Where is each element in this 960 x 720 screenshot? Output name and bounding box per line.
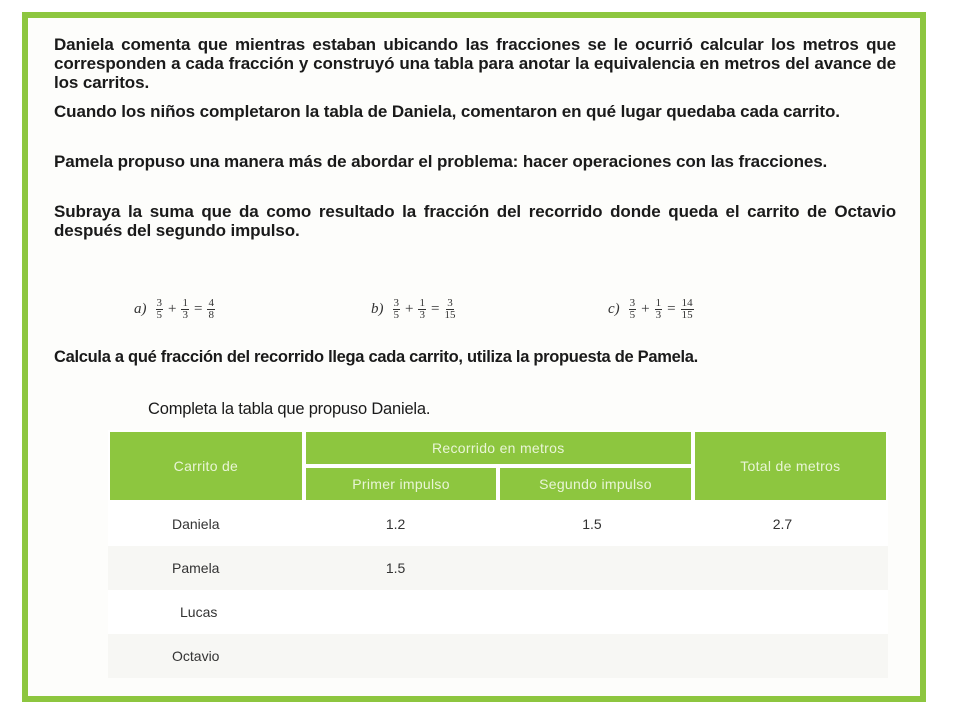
table-row [108, 634, 888, 678]
cell-first-impulse[interactable]: 1.5 [304, 546, 498, 590]
option-a[interactable] [134, 298, 215, 321]
cell-first-impulse[interactable] [304, 634, 498, 678]
distance-table [108, 430, 888, 678]
table-row [108, 546, 888, 590]
header-total: Total de metros [693, 430, 888, 502]
paragraph-ninos-tabla: Cuando los niños completaron la tabla de Daniela, comentaron en qué lugar quedaba cada carrito. [54, 102, 840, 121]
paragraph-subraya-instruccion: Subraya la suma que da como resultado la fracción del recorrido donde queda el carrito de Octavio después del segundo impulso. [54, 202, 896, 240]
fraction-result: $\frac{3}{15}$ [444, 297, 456, 321]
option-label: c) [608, 301, 620, 317]
equals-sign: = [430, 301, 440, 317]
plus-sign: + [641, 301, 650, 317]
header-carrito: Carrito de [108, 430, 304, 502]
cell-name: Octavio [108, 634, 304, 678]
paragraph-calcula-instruccion: Calcula a qué fracción del recorrido llega cada carrito, utiliza la propuesta de Pamela. [54, 348, 698, 366]
equals-sign: = [667, 301, 676, 317]
cell-second-impulse[interactable] [498, 590, 692, 634]
cell-second-impulse[interactable]: 1.5 [498, 502, 692, 546]
table-row [108, 590, 888, 634]
cell-second-impulse[interactable] [498, 546, 692, 590]
fraction: $\frac{3}{5}$ [156, 297, 162, 321]
cell-total[interactable] [693, 590, 888, 634]
fraction: $\frac{1}{3}$ [655, 297, 662, 321]
paragraph-daniela-intro: Daniela comenta que mientras estaban ubicando las fracciones se le ocurrió calcular los metros que corresponden a cada fracción y construyó una tabla para anotar la equivalencia en metros del avance de los carritos. [54, 35, 896, 92]
cell-name: Pamela [108, 546, 304, 590]
fraction: $\frac{1}{3}$ [182, 297, 188, 321]
fraction: $\frac{3}{5}$ [393, 297, 399, 321]
fraction-result: $\frac{4}{8}$ [208, 297, 214, 321]
cell-name: Lucas [108, 590, 304, 634]
paragraph-pamela-propuesta: Pamela propuso una manera más de abordar el problema: hacer operaciones con las fracciones. [54, 152, 828, 171]
table-instruction: Completa la tabla que propuso Daniela. [148, 400, 431, 418]
fraction: $\frac{1}{3}$ [419, 297, 425, 321]
cell-first-impulse[interactable]: 1.2 [304, 502, 498, 546]
cell-total[interactable] [693, 546, 888, 590]
cell-first-impulse[interactable] [304, 590, 498, 634]
option-b[interactable] [371, 298, 455, 321]
option-label: a) [134, 301, 147, 317]
table-row [108, 502, 888, 546]
fraction-result: $\frac{14}{15}$ [681, 297, 693, 321]
option-c[interactable] [608, 298, 694, 321]
header-recorrido: Recorrido en metros [304, 430, 693, 466]
plus-sign: + [168, 301, 177, 317]
cell-second-impulse[interactable] [498, 634, 692, 678]
fraction-options [0, 298, 960, 334]
cell-name: Daniela [108, 502, 304, 546]
header-segundo-impulso: Segundo impulso [498, 466, 692, 502]
header-primer-impulso: Primer impulso [304, 466, 498, 502]
equals-sign: = [193, 301, 203, 317]
cell-total[interactable]: 2.7 [693, 502, 888, 546]
option-label: b) [371, 301, 384, 317]
plus-sign: + [405, 301, 414, 317]
cell-total[interactable] [693, 634, 888, 678]
fraction: $\frac{3}{5}$ [629, 297, 636, 321]
